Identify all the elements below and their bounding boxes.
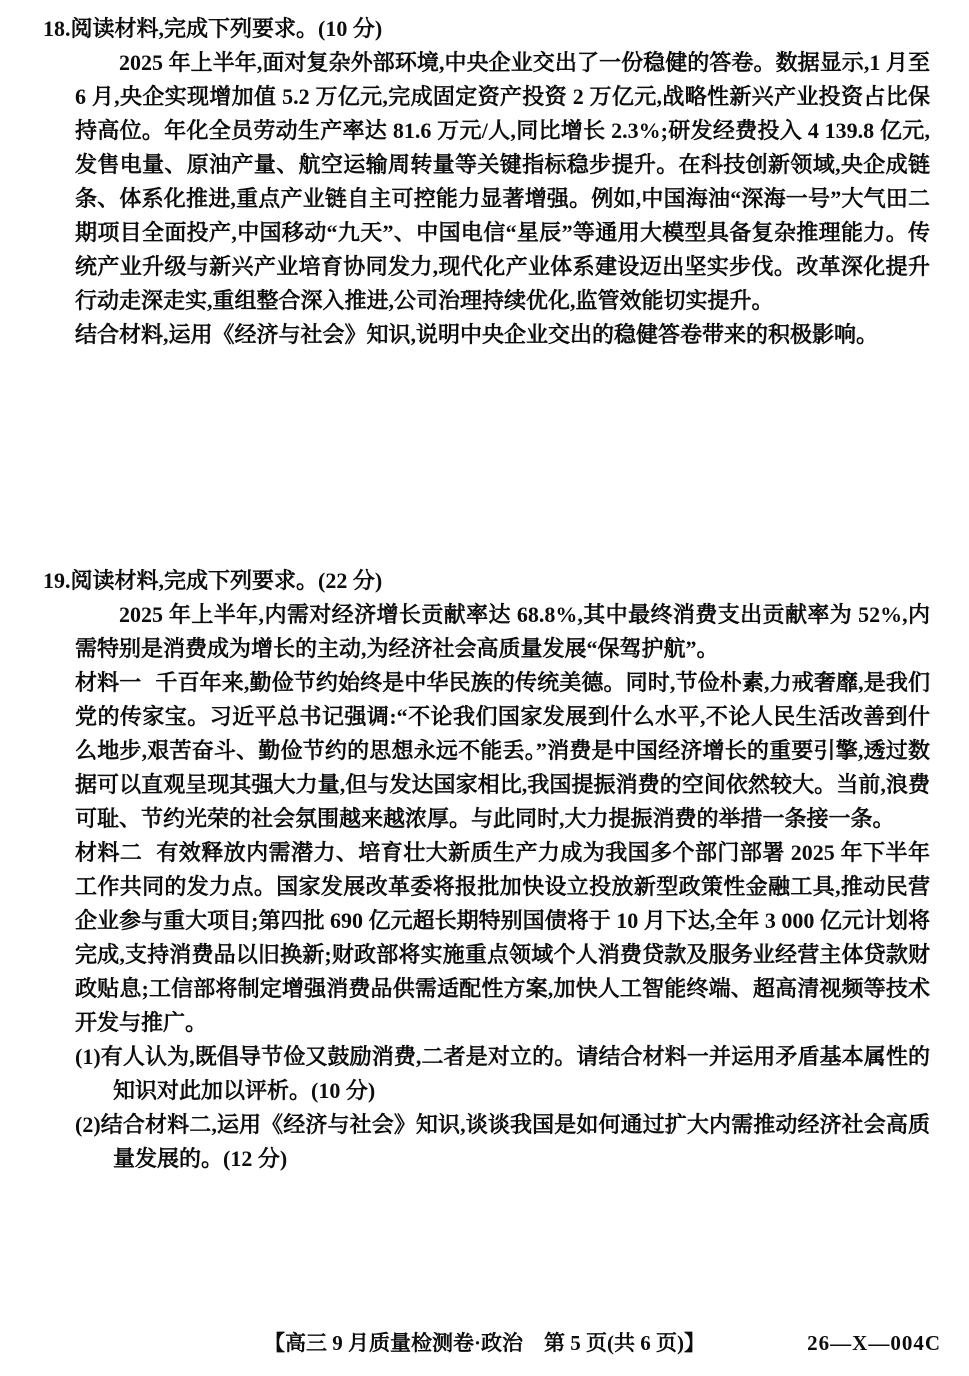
footer-paper-code: 26—X—004C xyxy=(807,1331,941,1355)
question-19-header-text: 阅读材料,完成下列要求。(22 分) xyxy=(70,568,383,593)
question-18-task: 结合材料,运用《经济与社会》知识,说明中央企业交出的稳健答卷带来的积极影响。 xyxy=(75,322,879,347)
footer-title-page-indicator: 【高三 9 月质量检测卷·政治 第 5 页(共 6 页)】 xyxy=(264,1331,705,1355)
material-two-label: 材料二 xyxy=(75,840,143,865)
question-19-intro: 2025 年上半年,内需对经济增长贡献率达 68.8%,其中最终消费支出贡献率为 52%,内需特别是消费成为增长的主动,为经济社会高质量发展“保驾护航”。 xyxy=(75,602,930,661)
question-19-number: 19. xyxy=(43,568,71,593)
question-19-sub1: (1)有人认为,既倡导节俭又鼓励消费,二者是对立的。请结合材料一并运用矛盾基本属性的知识对此加以评析。(10 分) xyxy=(75,1044,930,1103)
question-19 xyxy=(0,564,969,1176)
material-one-text: 千百年来,勤俭节约始终是中华民族的传统美德。同时,节俭朴素,力戒奢靡,是我们党的传家宝。习近平总书记强调:“不论我们国家发展到什么水平,不论人民生活改善到什么地步,艰苦奋斗、勤俭节约的思想永远不能丢。”消费是中国经济增长的重要引擎,透过数据可以直观呈现其强大力量,但与发达国家相比,我国提振消费的空间依然较大。当前,浪费可耻、节约光荣的社会氛围越来越浓厚。与此同时,大力提振消费的举措一条接一条。 xyxy=(75,670,930,831)
material-two-text: 有效释放内需潜力、培育壮大新质生产力成为我国多个部门部署 2025 年下半年工作共同的发力点。国家发展改革委将报批加快设立投放新型政策性金融工具,推动民营企业参与重大项目;第四批 690 亿元超长期特别国债将于 10 月下达,全年 3 000 亿元计划将完成,支持消费品以旧换新;财政部将实施重点领域个人消费贷款及服务业经营主体贷款财政贴息;工信部将制定增强消费品供需适配性方案,加快人工智能终端、超高清视频等技术开发与推广。 xyxy=(75,840,930,1035)
answer-space xyxy=(0,352,969,564)
question-18-material: 2025 年上半年,面对复杂外部环境,中央企业交出了一份稳健的答卷。数据显示,1 月至 6 月,央企实现增加值 5.2 万亿元,完成固定资产投资 2 万亿元,战略性新兴产业投资占比保持高位。年化全员劳动生产率达 81.6 万元/人,同比增长 2.3%;研发经费投入 4 139.8 亿元,发售电量、原油产量、航空运输周转量等关键指标稳步提升。在科技创新领域,央企成链条、体系化推进,重点产业链自主可控能力显著增强。例如,中国海油“深海一号”大气田二期项目全面投产,中国移动“九天”、中国电信“星辰”等通用大模型具备复杂推理能力。传统产业升级与新兴产业培育协同发力,现代化产业体系建设迈出坚实步伐。改革深化提升行动走深走实,重组整合深入推进,公司治理持续优化,监管效能切实提升。 xyxy=(75,50,930,313)
question-18-header-text: 阅读材料,完成下列要求。(10 分) xyxy=(70,16,383,41)
page-footer xyxy=(0,1326,969,1360)
material-one-label: 材料一 xyxy=(75,670,142,695)
question-18-header xyxy=(43,12,930,46)
question-18 xyxy=(0,12,969,352)
question-19-material-two xyxy=(75,836,930,1040)
question-19-sub2: (2)结合材料二,运用《经济与社会》知识,谈谈我国是如何通过扩大内需推动经济社会高质量发展的。(12 分) xyxy=(75,1112,930,1171)
question-19-header xyxy=(43,564,930,598)
question-19-material-one xyxy=(75,666,930,836)
question-18-number: 18. xyxy=(43,16,71,41)
